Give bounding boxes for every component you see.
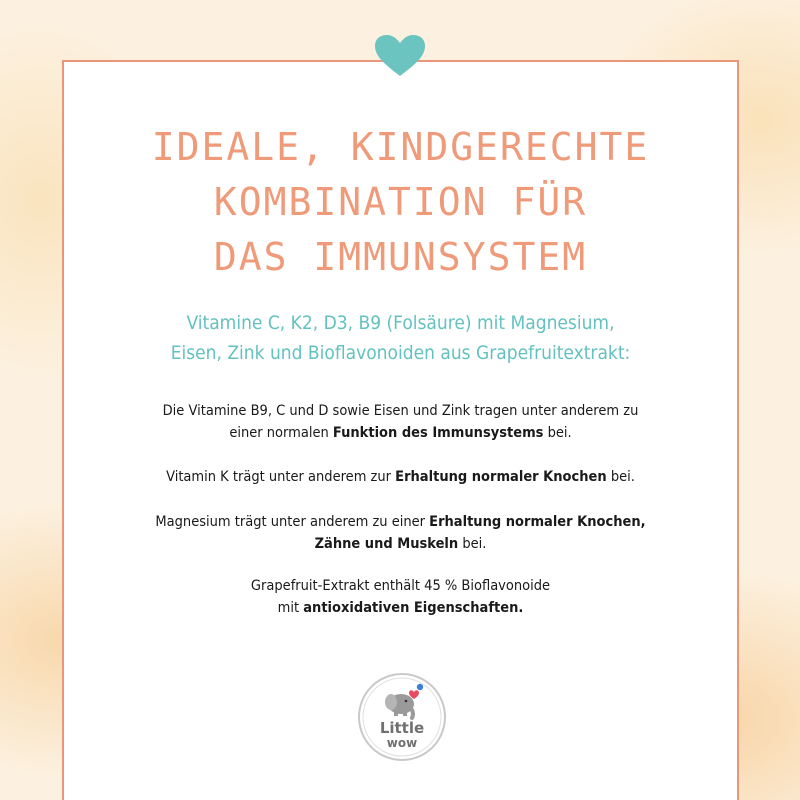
paragraph-line bbox=[62, 533, 739, 555]
bold-text: Erhaltung normaler Knochen bbox=[395, 469, 607, 485]
text-span: Vitamin K trägt unter anderem zur bbox=[166, 469, 396, 485]
text-span: Magnesium trägt unter anderem zu einer bbox=[155, 514, 430, 530]
logo-text-line-1: Little bbox=[379, 719, 425, 737]
heart-icon bbox=[374, 34, 426, 78]
subtitle-line-1: Vitamine C, K2, D3, B9 (Folsäure) mit Magnesium, bbox=[186, 312, 615, 334]
paragraph-magnesium bbox=[62, 511, 739, 555]
text-span: mit bbox=[277, 600, 304, 616]
text-span: bei. bbox=[606, 469, 635, 485]
text-span: bei. bbox=[543, 425, 572, 441]
paragraph-line: Grapefruit-Extrakt enthält 45 % Bioflavonoide bbox=[250, 578, 551, 594]
paragraph-line bbox=[62, 422, 739, 444]
paragraph-grapefruit bbox=[62, 575, 739, 619]
subtitle bbox=[62, 308, 739, 368]
page-title bbox=[62, 120, 739, 285]
balloon-icon bbox=[417, 684, 423, 690]
paragraph-immune bbox=[62, 400, 739, 444]
logo-text-line-2: wow bbox=[386, 736, 418, 750]
bold-text: Erhaltung normaler Knochen, bbox=[429, 514, 646, 530]
title-line-1: IDEALE, KINDGERECHTE bbox=[151, 125, 650, 169]
paragraph-line bbox=[62, 511, 739, 533]
paragraph-line bbox=[62, 466, 739, 488]
paragraph-line: Die Vitamine B9, C und D sowie Eisen und Zink tragen unter anderem zu bbox=[162, 403, 639, 419]
text-span: bei. bbox=[458, 536, 487, 552]
bold-text: antioxidativen Eigenschaften. bbox=[303, 600, 524, 616]
bold-text: Zähne und Muskeln bbox=[314, 536, 459, 552]
paragraph-vitamin-k bbox=[62, 466, 739, 488]
title-line-2: KOMBINATION FÜR bbox=[213, 180, 588, 224]
title-line-3: DAS IMMUNSYSTEM bbox=[213, 235, 588, 279]
paragraph-line bbox=[62, 597, 739, 619]
elephant-logo bbox=[357, 672, 447, 762]
subtitle-line-2: Eisen, Zink und Bioflavonoiden aus Grapefruitextrakt: bbox=[170, 342, 631, 364]
text-span: einer normalen bbox=[229, 425, 333, 441]
bold-text: Funktion des Immunsystems bbox=[332, 425, 544, 441]
